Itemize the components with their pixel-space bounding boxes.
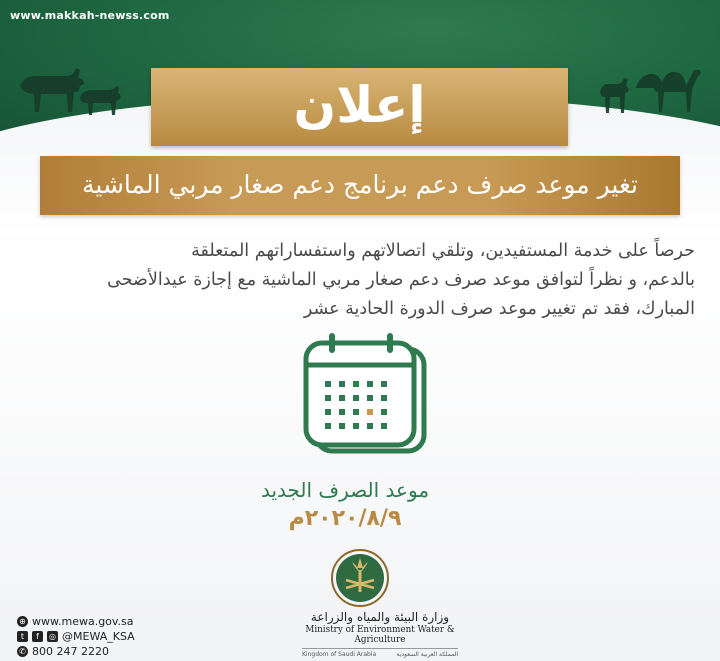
website-row — [17, 614, 135, 629]
divider — [302, 648, 458, 649]
ministry-signature — [280, 610, 480, 658]
saudi-emblem-icon — [330, 548, 390, 608]
social-handle[interactable]: @MEWA_KSA — [62, 630, 135, 643]
announcement-subtitle: تغير موعد صرف دعم برنامج دعم صغار مربي الماشية — [82, 170, 638, 199]
calendar-icon — [302, 333, 430, 457]
new-date-value: ٢٠٢٠/٨/٩م — [288, 506, 402, 531]
livestock-silhouette-icon — [10, 58, 150, 118]
announcement-title: إعلان — [293, 76, 426, 134]
instagram-icon[interactable]: ◎ — [47, 631, 58, 642]
ministry-name-ar: وزارة البيئة والمياه والزراعة — [310, 610, 450, 624]
phone-row — [17, 644, 135, 659]
body-line: المبارك، فقد تم تغيير موعد صرف الدورة الحادية عشر — [303, 299, 695, 319]
body-line: بالدعم، و نظراً لتوافق موعد صرف دعم صغار مربي الماشية مع إجازة عيدالأضحى — [107, 270, 695, 290]
body-line: حرصاً على خدمة المستفيدين، وتلقي اتصالاتهم واستفساراتهم المتعلقة — [191, 241, 695, 261]
phone-number[interactable]: 800 247 2220 — [32, 645, 109, 658]
kingdom-name-en: Kingdom of Saudi Arabia — [302, 651, 377, 658]
globe-icon: ⊕ — [17, 616, 28, 627]
title-banner — [151, 68, 568, 146]
ministry-name-en: Ministry of Environment Water & Agriculture — [305, 625, 455, 645]
site-url: www.makkah-newss.com — [10, 9, 170, 22]
kingdom-name-ar: المملكة العربية السعودية — [396, 651, 458, 658]
twitter-icon[interactable]: t — [17, 631, 28, 642]
subtitle-banner — [40, 156, 680, 215]
phone-icon: ✆ — [17, 646, 28, 657]
social-row — [17, 629, 135, 644]
facebook-icon[interactable]: f — [32, 631, 43, 642]
new-date-label: موعد الصرف الجديد — [260, 478, 430, 502]
contact-info — [17, 614, 135, 659]
announcement-body — [25, 237, 695, 324]
website-link[interactable]: www.mewa.gov.sa — [32, 615, 134, 628]
camel-silhouette-icon — [596, 58, 706, 118]
